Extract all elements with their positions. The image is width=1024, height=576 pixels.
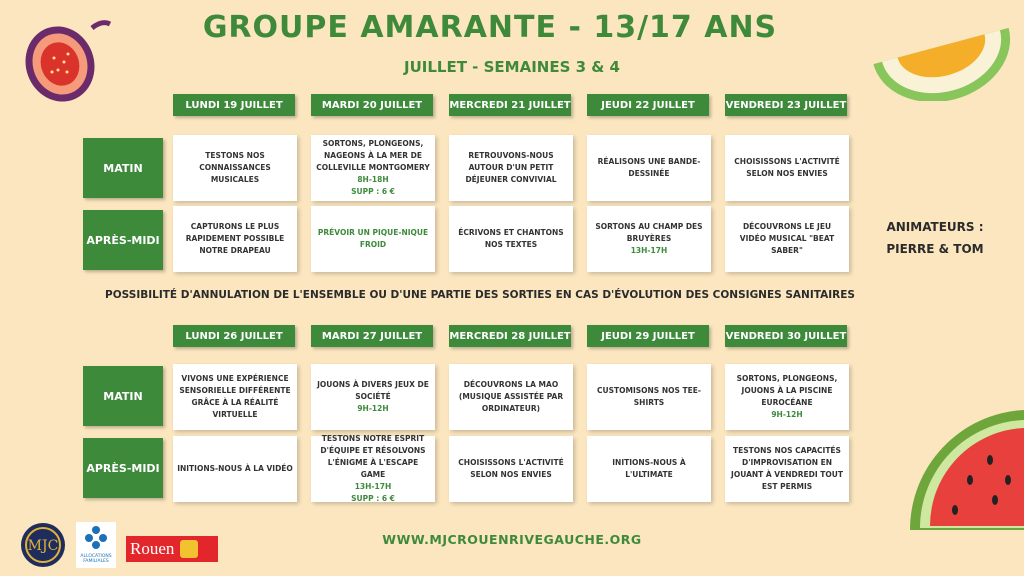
day-header: VENDREDI 23 JUILLET [725,94,847,116]
day-header: MARDI 27 JUILLET [311,325,433,347]
activity-cell [449,436,573,502]
activity-cell [587,436,711,502]
activity-cell [311,135,435,201]
activity-cell [725,135,849,201]
activity-text: RETROUVONS-NOUS AUTOUR D'UN PETIT DÉJEUNER CONVIVIAL [465,151,557,184]
activity-text: CUSTOMISONS NOS TEE-SHIRTS [597,386,701,407]
activity-text: CHOISISSONS L'ACTIVITÉ SELON NOS ENVIES [458,458,564,479]
activity-cell [311,364,435,430]
mjc-logo-text: MJC [27,538,59,554]
activity-text: VIVONS UNE EXPÉRIENCE SENSORIELLE DIFFÉRENTE GRÂCE À LA RÉALITÉ VIRTUELLE [179,374,291,419]
activity-cell [587,135,711,201]
rouen-logo-text: Rouen [130,539,175,558]
activity-text: SORTONS AU CHAMP DES BRUYÈRES [595,222,703,243]
activity-text: TESTONS NOS CONNAISSANCES MUSICALES [199,151,271,184]
row-label-morning: MATIN [83,138,163,198]
day-header: VENDREDI 30 JUILLET [725,325,847,347]
activity-supplement: SUPP : 6 € [351,494,395,503]
animators-block [880,216,990,260]
activity-time: 13H-17H [630,246,668,255]
activity-text: DÉCOUVRONS LE JEU VIDÉO MUSICAL "BEAT SABER" [739,222,835,255]
activity-time: 9H-12H [357,404,389,413]
activity-cell [311,206,435,272]
activity-cell [587,206,711,272]
activity-cell [449,364,573,430]
activity-text: SORTONS, PLONGEONS, JOUONS À LA PISCINE EUROCÉANE [736,374,838,407]
day-header: MARDI 20 JUILLET [311,94,433,116]
page-subtitle: JUILLET - SEMAINES 3 & 4 [404,58,620,76]
activity-text: CHOISISSONS L'ACTIVITÉ SELON NOS ENVIES [734,157,840,178]
row-label-morning: MATIN [83,366,163,426]
activity-cell [449,206,573,272]
activity-cell [725,436,849,502]
activity-cell [173,206,297,272]
activity-text: INITIONS-NOUS À L'ULTIMATE [612,458,686,479]
activity-text: DÉCOUVRONS LA MAO (MUSIQUE ASSISTÉE PAR ORDINATEUR) [458,380,564,413]
website-link[interactable]: WWW.MJCROUENRIVEGAUCHE.ORG [382,532,642,547]
activity-text: TESTONS NOTRE ESPRIT D'ÉQUIPE ET RÉSOLVONS L'ÉNIGME À L'ESCAPE GAME [320,434,426,479]
activity-cell [311,436,435,502]
caf-logo-caption: ALLOCATIONS FAMILIALES [80,554,112,564]
day-header: JEUDI 29 JUILLET [587,325,709,347]
activity-text: RÉALISONS UNE BANDE-DESSINÉE [597,157,701,178]
activity-text: JOUONS À DIVERS JEUX DE SOCIÉTÉ [317,380,429,401]
animators-label: ANIMATEURS : [886,220,984,234]
activity-supplement: SUPP : 6 € [351,187,395,196]
activity-text: SORTONS, PLONGEONS, NAGEONS À LA MER DE COLLEVILLE MONTGOMERY [316,139,430,172]
day-header: MERCREDI 28 JUILLET [449,325,571,347]
day-header: JEUDI 22 JUILLET [587,94,709,116]
activity-time: 8H-18H [357,175,389,184]
activity-cell [449,135,573,201]
activity-text: ÉCRIVONS ET CHANTONS NOS TEXTES [458,228,564,249]
activity-cell [587,364,711,430]
activity-cell [173,436,297,502]
day-header: MERCREDI 21 JUILLET [449,94,571,116]
day-header: LUNDI 26 JUILLET [173,325,295,347]
day-header: LUNDI 19 JUILLET [173,94,295,116]
page-title: GROUPE AMARANTE - 13/17 ANS [202,10,778,45]
activity-cell [173,364,297,430]
activity-note: PRÉVOIR UN PIQUE-NIQUE FROID [317,228,429,249]
activity-text: CAPTURONS LE PLUS RAPIDEMENT POSSIBLE NOTRE DRAPEAU [185,222,285,255]
activity-text: INITIONS-NOUS À LA VIDÉO [177,464,293,473]
activity-cell [173,135,297,201]
activity-cell [725,364,849,430]
activity-time: 9H-12H [771,410,803,419]
row-label-afternoon: APRÈS-MIDI [83,438,163,498]
activity-cell [725,206,849,272]
animators-names: PIERRE & TOM [886,242,984,256]
activity-time: 13H-17H [354,482,392,491]
cancellation-notice: POSSIBILITÉ D'ANNULATION DE L'ENSEMBLE OU D'UNE PARTIE DES SORTIES EN CAS D'ÉVOLUTION DES CONSIGNES SANITAIRES [105,289,855,301]
row-label-afternoon: APRÈS-MIDI [83,210,163,270]
activity-text: TESTONS NOS CAPACITÉS D'IMPROVISATION EN JOUANT À VENDREDI TOUT EST PERMIS [731,446,843,491]
